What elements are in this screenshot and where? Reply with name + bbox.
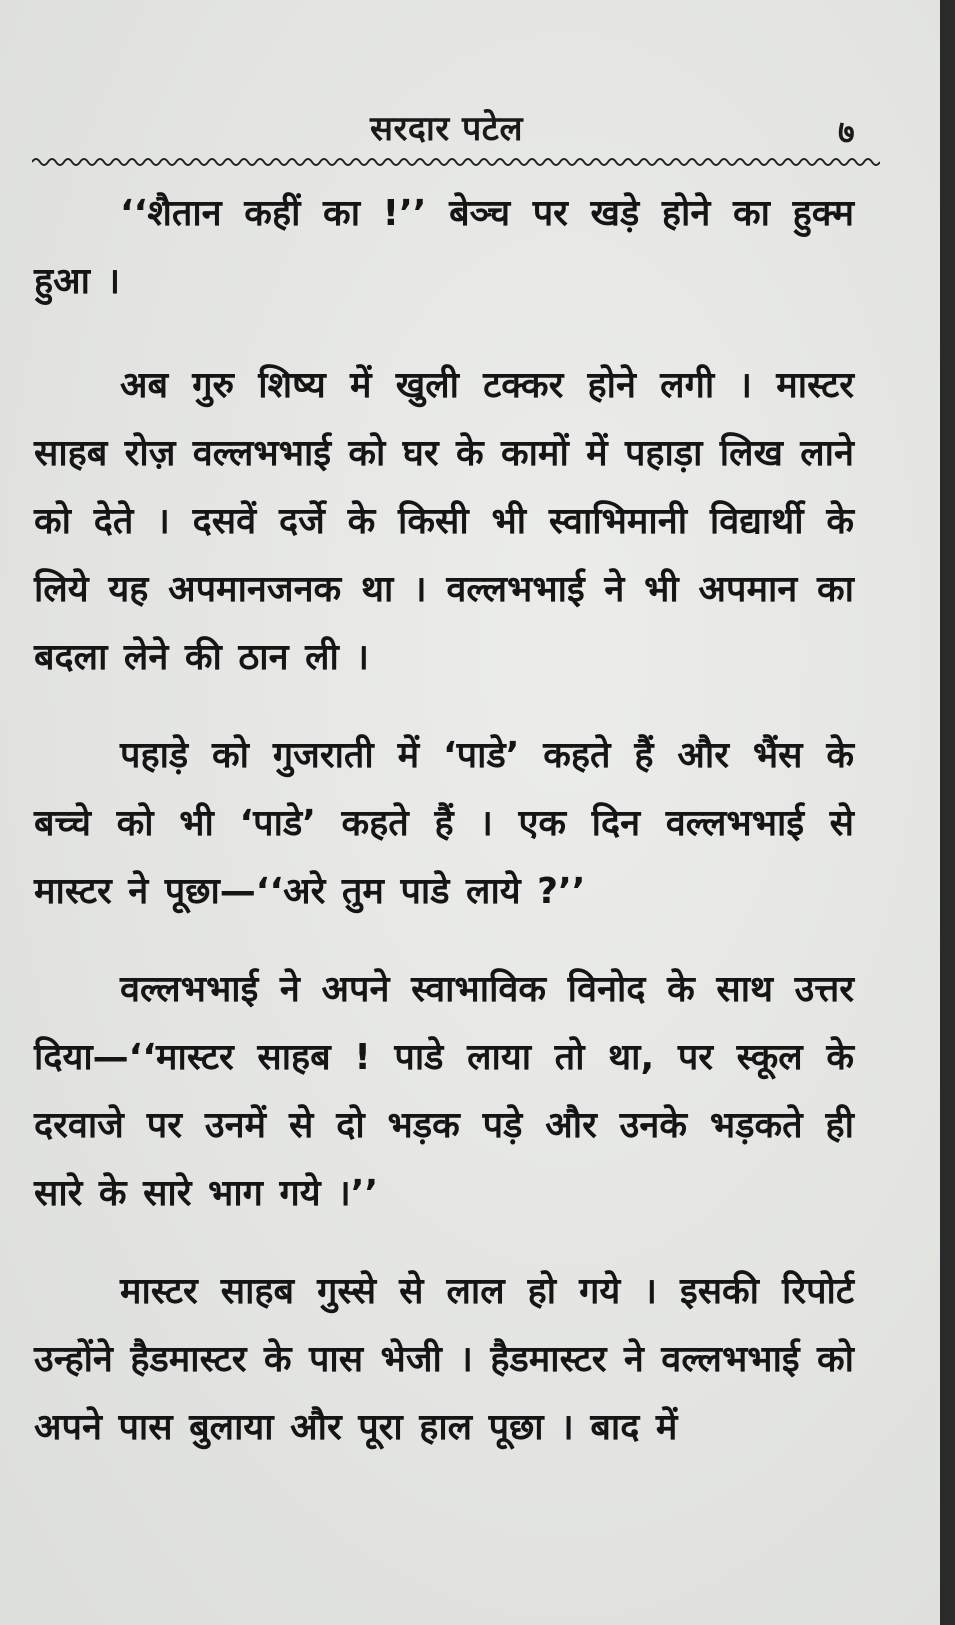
paragraph: पहाड़े को गुजराती में ‘पाडे’ कहते हैं और भैंस के बच्चे को भी ‘पाडे’ कहते हैं । एक दिन वल्लभभाई से मास्टर ने पूछा—‘‘अरे तुम पाडे लाये ?’’ <box>34 735 854 912</box>
paragraph: ‘‘शैतान कहीं का !’’ बेञ्च पर खड़े होने का हुक्म हुआ । <box>34 193 854 302</box>
page-number: ७ <box>838 113 855 151</box>
paragraph: अब गुरु शिष्य में खुली टक्कर होने लगी । मास्टर साहब रोज़ वल्लभभाई को घर के कामों में पहाड़ा लिख लाने को देते । दसवें दर्जे के किसी भी स्वाभिमानी विद्यार्थी के लिये यह अपमानजनक था । वल्लभभाई ने भी अपमान का बदला लेने की ठान ली । <box>34 365 854 678</box>
wavy-divider <box>32 154 880 170</box>
running-header <box>0 100 940 151</box>
body-text <box>34 180 854 1496</box>
paragraph: वल्लभभाई ने अपने स्वाभाविक विनोद के साथ उत्तर दिया—‘‘मास्टर साहब ! पाडे लाया तो था, पर स्कूल के दरवाजे पर उनमें से दो भड़क पड़े और उनके भड़कते ही सारे के सारे भाग गये ।’’ <box>34 969 854 1214</box>
paragraph: मास्टर साहब गुस्से से लाल हो गये । इसकी रिपोर्ट उन्होंने हैडमास्टर के पास भेजी । हैडमास्टर ने वल्लभभाई को अपने पास बुलाया और पूरा हाल पूछा । बाद में <box>34 1271 854 1448</box>
running-title: सरदार पटेल <box>370 109 523 149</box>
